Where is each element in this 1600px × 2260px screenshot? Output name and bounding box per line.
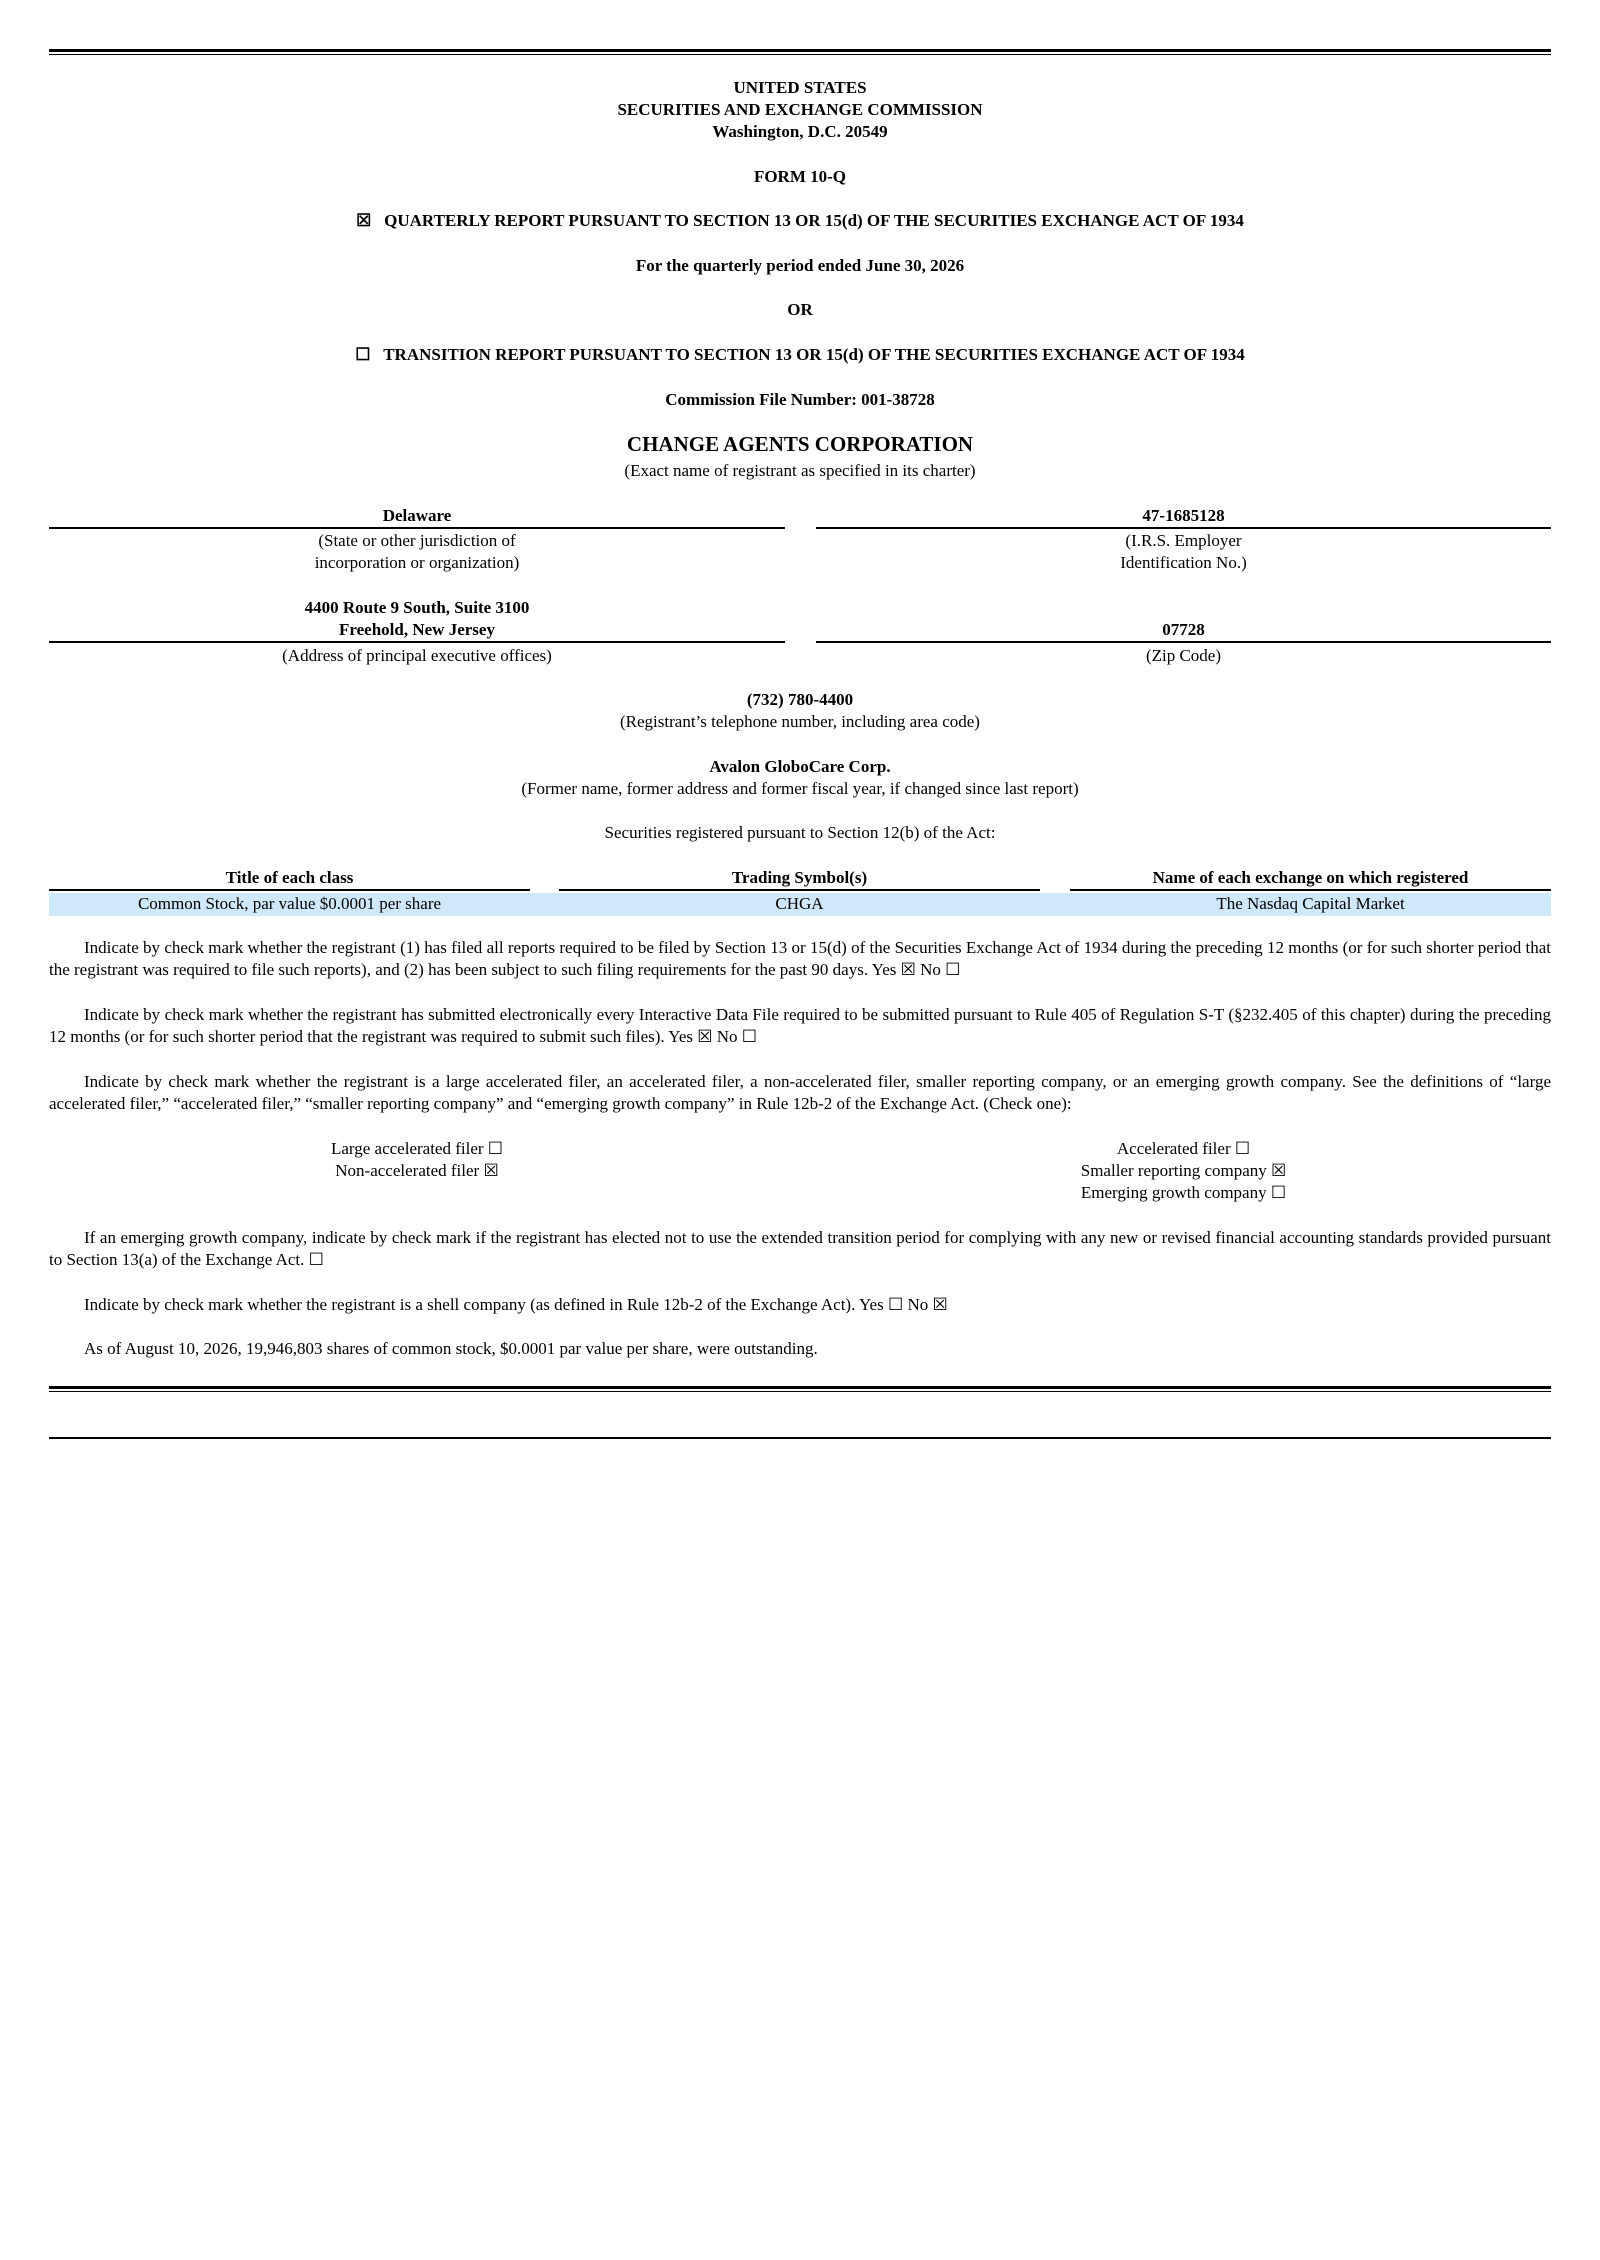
table-cell-symbol: CHGA (775, 894, 824, 913)
state-caption-line2: incorporation or organization) (314, 553, 520, 572)
ein-caption-line1: (I.R.S. Employer (1125, 531, 1242, 550)
transition-report-line (49, 344, 1551, 366)
quarterly-report-line (49, 210, 1551, 232)
header-sec: SECURITIES AND EXCHANGE COMMISSION (617, 100, 983, 119)
non-accelerated-filer: Non-accelerated filer ☒ (335, 1161, 499, 1180)
header-united-states: UNITED STATES (733, 78, 867, 97)
filer-col-right (816, 1138, 1551, 1204)
ein-caption (816, 530, 1551, 574)
paragraph-shares-outstanding: As of August 10, 2026, 19,946,803 shares of common stock, $0.0001 par value per share, were outstanding. (84, 1339, 818, 1358)
paragraph-emerging-growth: If an emerging growth company, indicate by check mark if the registrant has elected not to use the extended transition period for complying with any new or revised financial accounting standards provided pursuant to Section 13(a) of the Exchange Act. ☐ (49, 1228, 1551, 1269)
transition-checkbox: ☐ (355, 345, 371, 364)
quarterly-period: For the quarterly period ended June 30, 2026 (635, 256, 965, 275)
address-caption: (Address of principal executive offices) (282, 646, 552, 665)
commission-file-number: Commission File Number: 001-38728 (665, 390, 935, 409)
large-accelerated-filer: Large accelerated filer ☐ (330, 1139, 504, 1158)
zip-caption: (Zip Code) (1145, 646, 1222, 665)
paragraph-shell-company: Indicate by check mark whether the registrant is a shell company (as defined in Rule 12b-2 of the Exchange Act). Yes ☐ No ☒ (84, 1295, 948, 1314)
registrant-name-caption: (Exact name of registrant as specified in its charter) (624, 461, 976, 480)
table-cell-class: Common Stock, par value $0.0001 per share (137, 894, 442, 913)
or-separator: OR (787, 300, 813, 319)
table-header-exchange: Name of each exchange on which registered (1070, 867, 1551, 891)
registrant-name: CHANGE AGENTS CORPORATION (626, 432, 974, 456)
accelerated-filer: Accelerated filer ☐ (1116, 1139, 1251, 1158)
paragraph-reports-filed: Indicate by check mark whether the registrant (1) has filed all reports required to be filed by Section 13 or 15(d) of the Securities Exchange Act of 1934 during the preceding 12 months (or for such shorter period that the registrant was required to file such reports), and (2) has been subject to such filing requirements for the past 90 days. Yes ☒ No ☐ (49, 938, 1551, 979)
paragraph-interactive-data: Indicate by check mark whether the registrant has submitted electronically every Interactive Data File required to be submitted pursuant to Rule 405 of Regulation S-T (§232.405 of this chapter) during the preceding 12 months (or for such shorter period that the registrant was required to submit such files). Yes ☒ No ☐ (49, 1005, 1551, 1046)
address-line2: Freehold, New Jersey (339, 620, 495, 639)
emerging-growth-company: Emerging growth company ☐ (1080, 1183, 1287, 1202)
form-title: FORM 10-Q (753, 167, 847, 186)
transition-report-text: TRANSITION REPORT PURSUANT TO SECTION 13 OR 15(d) OF THE SECURITIES EXCHANGE ACT OF 1934 (383, 345, 1245, 364)
telephone-number: (732) 780-4400 (746, 690, 854, 709)
state-caption-line1: (State or other jurisdiction of (318, 531, 516, 550)
filer-col-left (49, 1138, 785, 1182)
bottom-double-rule (49, 1386, 1551, 1392)
quarterly-report-text: QUARTERLY REPORT PURSUANT TO SECTION 13 OR 15(d) OF THE SECURITIES EXCHANGE ACT OF 1934 (384, 211, 1244, 230)
former-name: Avalon GloboCare Corp. (709, 757, 891, 776)
table-header-trading-symbol: Trading Symbol(s) (559, 867, 1040, 891)
paragraph-filer-status: Indicate by check mark whether the registrant is a large accelerated filer, an accelerated filer, a non-accelerated filer, smaller reporting company, or an emerging growth company. See the definitions of “large accelerated filer,” “accelerated filer,” “smaller reporting company” and “emerging growth company” in Rule 12b-2 of the Exchange Act. (Check one): (49, 1072, 1551, 1113)
ein-caption-line2: Identification No.) (1120, 553, 1247, 572)
smaller-reporting-company: Smaller reporting company ☒ (1080, 1161, 1287, 1180)
former-name-caption: (Former name, former address and former fiscal year, if changed since last report) (521, 779, 1079, 798)
zip-code: 07728 (816, 619, 1551, 643)
quarterly-checkbox: ☒ (356, 211, 372, 230)
table-header-title-of-class: Title of each class (49, 867, 530, 891)
address-line1: 4400 Route 9 South, Suite 3100 (304, 598, 530, 617)
top-double-rule (49, 49, 1551, 55)
header-washington: Washington, D.C. 20549 (712, 122, 888, 141)
state-caption (49, 530, 785, 574)
address (49, 597, 785, 643)
telephone-caption: (Registrant’s telephone number, including area code) (620, 712, 980, 731)
page-end-rule (49, 1437, 1551, 1439)
irs-employer-id: 47-1685128 (816, 505, 1551, 529)
table-cell-exchange: The Nasdaq Capital Market (1216, 894, 1405, 913)
securities-intro: Securities registered pursuant to Section 12(b) of the Act: (604, 823, 996, 842)
state-of-incorporation: Delaware (49, 505, 785, 529)
